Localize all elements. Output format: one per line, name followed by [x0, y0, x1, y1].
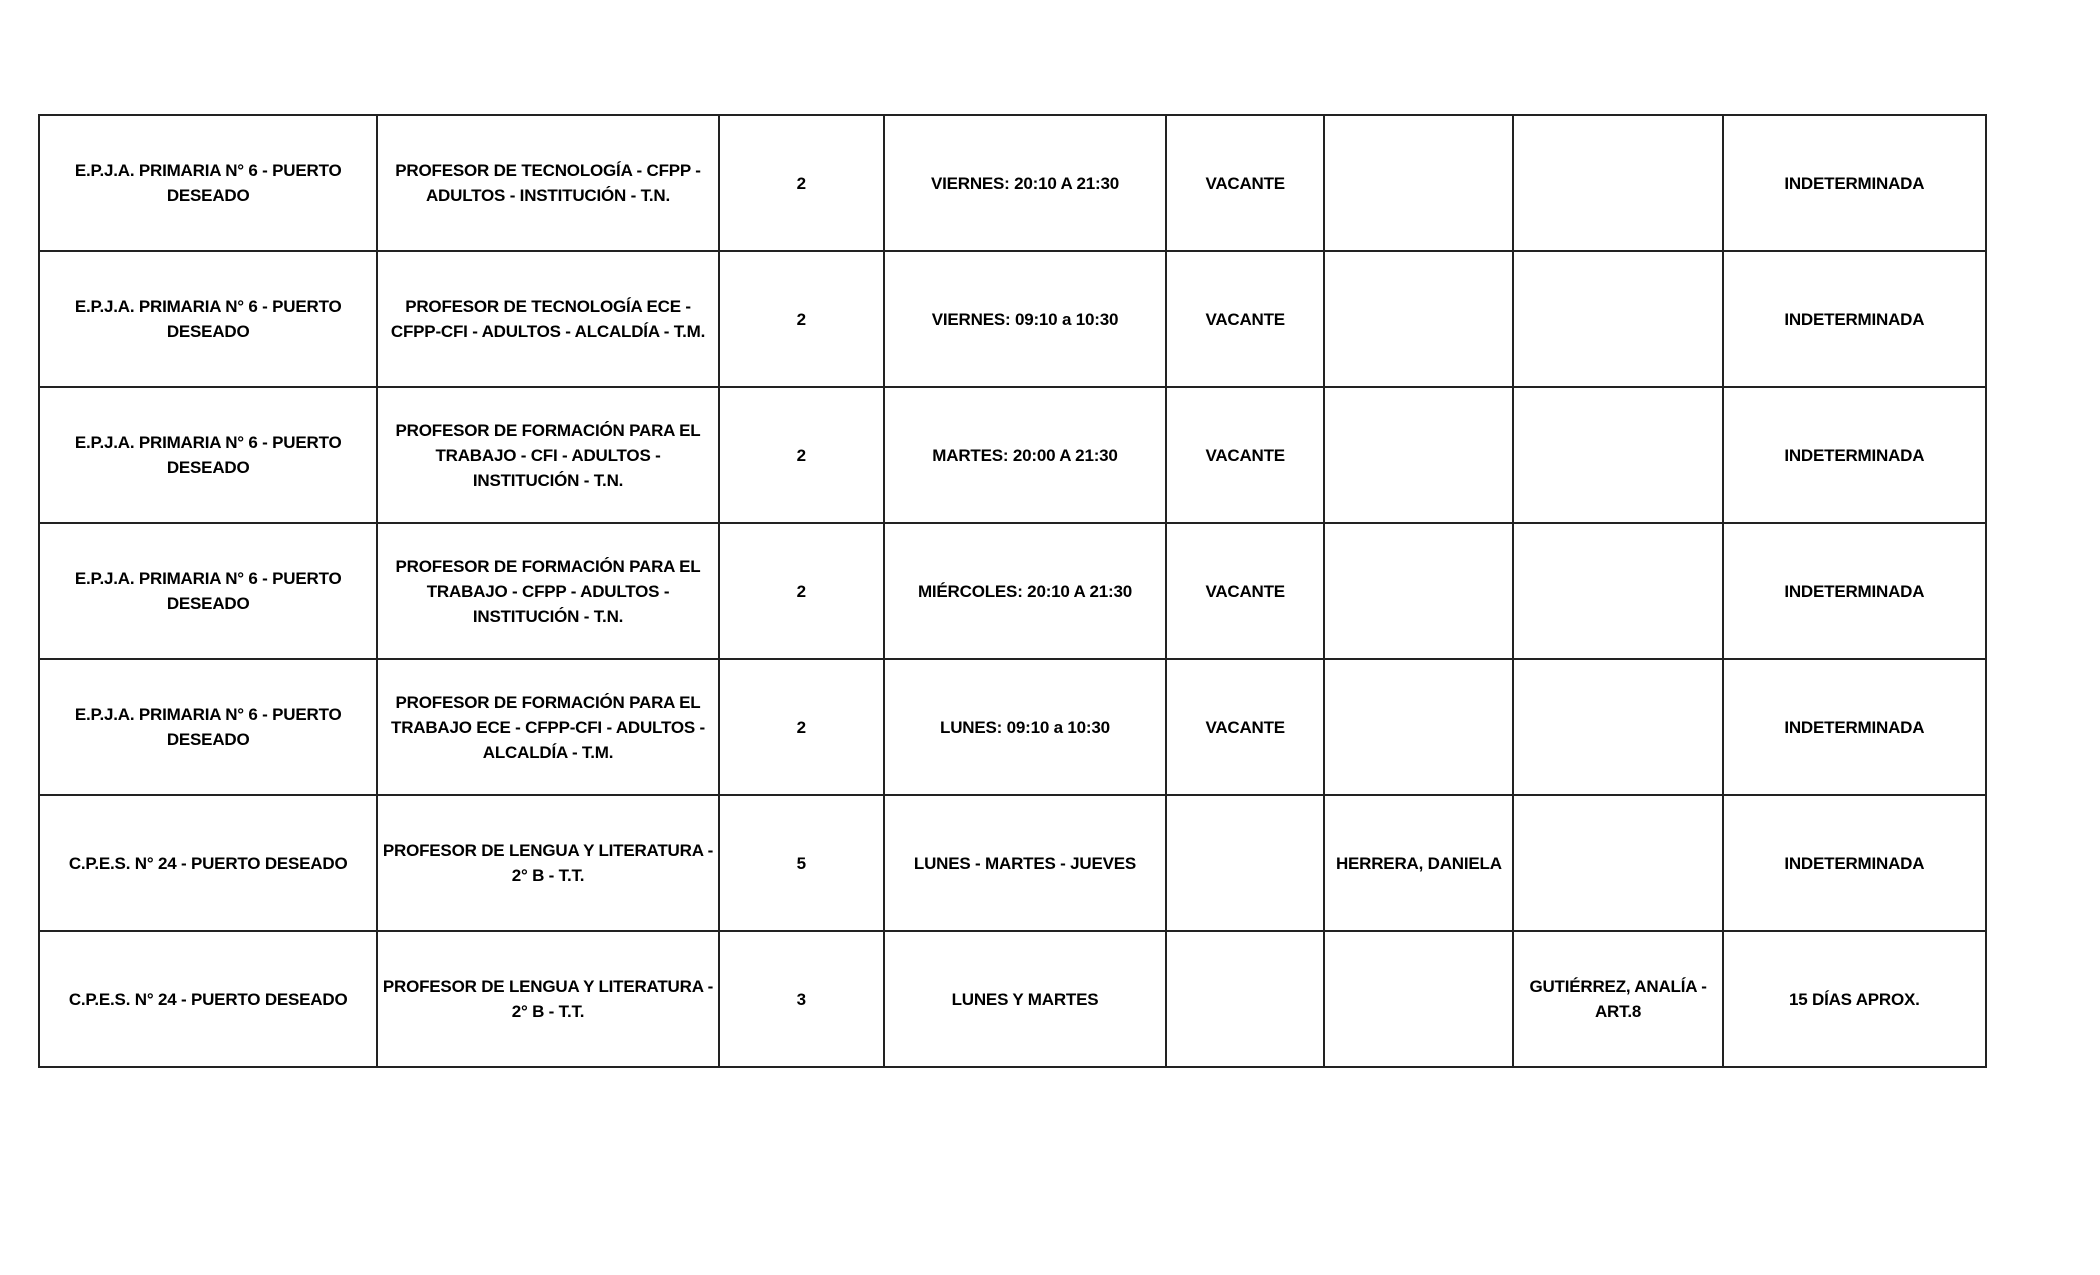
leave-cell	[1513, 659, 1722, 795]
schedule-cell: VIERNES: 20:10 A 21:30	[884, 115, 1166, 251]
leave-cell	[1513, 795, 1722, 931]
table-row	[39, 659, 1986, 795]
duration-cell: 15 DÍAS APROX.	[1723, 931, 1986, 1067]
leave-cell	[1513, 115, 1722, 251]
status-cell	[1166, 931, 1324, 1067]
holder-cell	[1324, 659, 1513, 795]
holder-cell	[1324, 931, 1513, 1067]
schedule-cell: LUNES - MARTES - JUEVES	[884, 795, 1166, 931]
position-cell: PROFESOR DE TECNOLOGÍA - CFPP - ADULTOS - INSTITUCIÓN - T.N.	[377, 115, 718, 251]
duration-cell: INDETERMINADA	[1723, 659, 1986, 795]
school-cell: E.P.J.A. PRIMARIA N° 6 - PUERTO DESEADO	[39, 659, 377, 795]
hours-cell: 2	[719, 251, 884, 387]
position-cell: PROFESOR DE LENGUA Y LITERATURA - 2° B - T.T.	[377, 795, 718, 931]
hours-cell: 2	[719, 115, 884, 251]
table-row	[39, 115, 1986, 251]
holder-cell	[1324, 115, 1513, 251]
position-cell: PROFESOR DE LENGUA Y LITERATURA - 2° B - T.T.	[377, 931, 718, 1067]
hours-cell: 2	[719, 387, 884, 523]
status-cell: VACANTE	[1166, 251, 1324, 387]
school-cell: E.P.J.A. PRIMARIA N° 6 - PUERTO DESEADO	[39, 251, 377, 387]
leave-cell	[1513, 251, 1722, 387]
schedule-cell: MIÉRCOLES: 20:10 A 21:30	[884, 523, 1166, 659]
leave-cell	[1513, 387, 1722, 523]
duration-cell: INDETERMINADA	[1723, 387, 1986, 523]
duration-cell: INDETERMINADA	[1723, 115, 1986, 251]
hours-cell: 5	[719, 795, 884, 931]
table-row	[39, 387, 1986, 523]
status-cell: VACANTE	[1166, 387, 1324, 523]
schedule-cell: MARTES: 20:00 A 21:30	[884, 387, 1166, 523]
status-cell: VACANTE	[1166, 523, 1324, 659]
school-cell: E.P.J.A. PRIMARIA N° 6 - PUERTO DESEADO	[39, 387, 377, 523]
status-cell: VACANTE	[1166, 659, 1324, 795]
school-cell: C.P.E.S. N° 24 - PUERTO DESEADO	[39, 795, 377, 931]
hours-cell: 2	[719, 523, 884, 659]
duration-cell: INDETERMINADA	[1723, 795, 1986, 931]
table-row	[39, 795, 1986, 931]
schedule-cell: LUNES: 09:10 a 10:30	[884, 659, 1166, 795]
holder-cell	[1324, 251, 1513, 387]
duration-cell: INDETERMINADA	[1723, 251, 1986, 387]
schedule-cell: VIERNES: 09:10 a 10:30	[884, 251, 1166, 387]
status-cell: VACANTE	[1166, 115, 1324, 251]
position-cell: PROFESOR DE FORMACIÓN PARA EL TRABAJO ECE - CFPP-CFI - ADULTOS - ALCALDÍA - T.M.	[377, 659, 718, 795]
table-row	[39, 931, 1986, 1067]
position-cell: PROFESOR DE FORMACIÓN PARA EL TRABAJO - CFPP - ADULTOS - INSTITUCIÓN - T.N.	[377, 523, 718, 659]
leave-cell: GUTIÉRREZ, ANALÍA - ART.8	[1513, 931, 1722, 1067]
duration-cell: INDETERMINADA	[1723, 523, 1986, 659]
leave-cell	[1513, 523, 1722, 659]
schedule-cell: LUNES Y MARTES	[884, 931, 1166, 1067]
school-cell: C.P.E.S. N° 24 - PUERTO DESEADO	[39, 931, 377, 1067]
table-row	[39, 523, 1986, 659]
holder-cell: HERRERA, DANIELA	[1324, 795, 1513, 931]
hours-cell: 3	[719, 931, 884, 1067]
position-cell: PROFESOR DE FORMACIÓN PARA EL TRABAJO - CFI - ADULTOS - INSTITUCIÓN - T.N.	[377, 387, 718, 523]
school-cell: E.P.J.A. PRIMARIA N° 6 - PUERTO DESEADO	[39, 523, 377, 659]
status-cell	[1166, 795, 1324, 931]
holder-cell	[1324, 387, 1513, 523]
vacancies-table	[38, 114, 1987, 1068]
hours-cell: 2	[719, 659, 884, 795]
position-cell: PROFESOR DE TECNOLOGÍA ECE - CFPP-CFI - ADULTOS - ALCALDÍA - T.M.	[377, 251, 718, 387]
table-row	[39, 251, 1986, 387]
school-cell: E.P.J.A. PRIMARIA N° 6 - PUERTO DESEADO	[39, 115, 377, 251]
holder-cell	[1324, 523, 1513, 659]
